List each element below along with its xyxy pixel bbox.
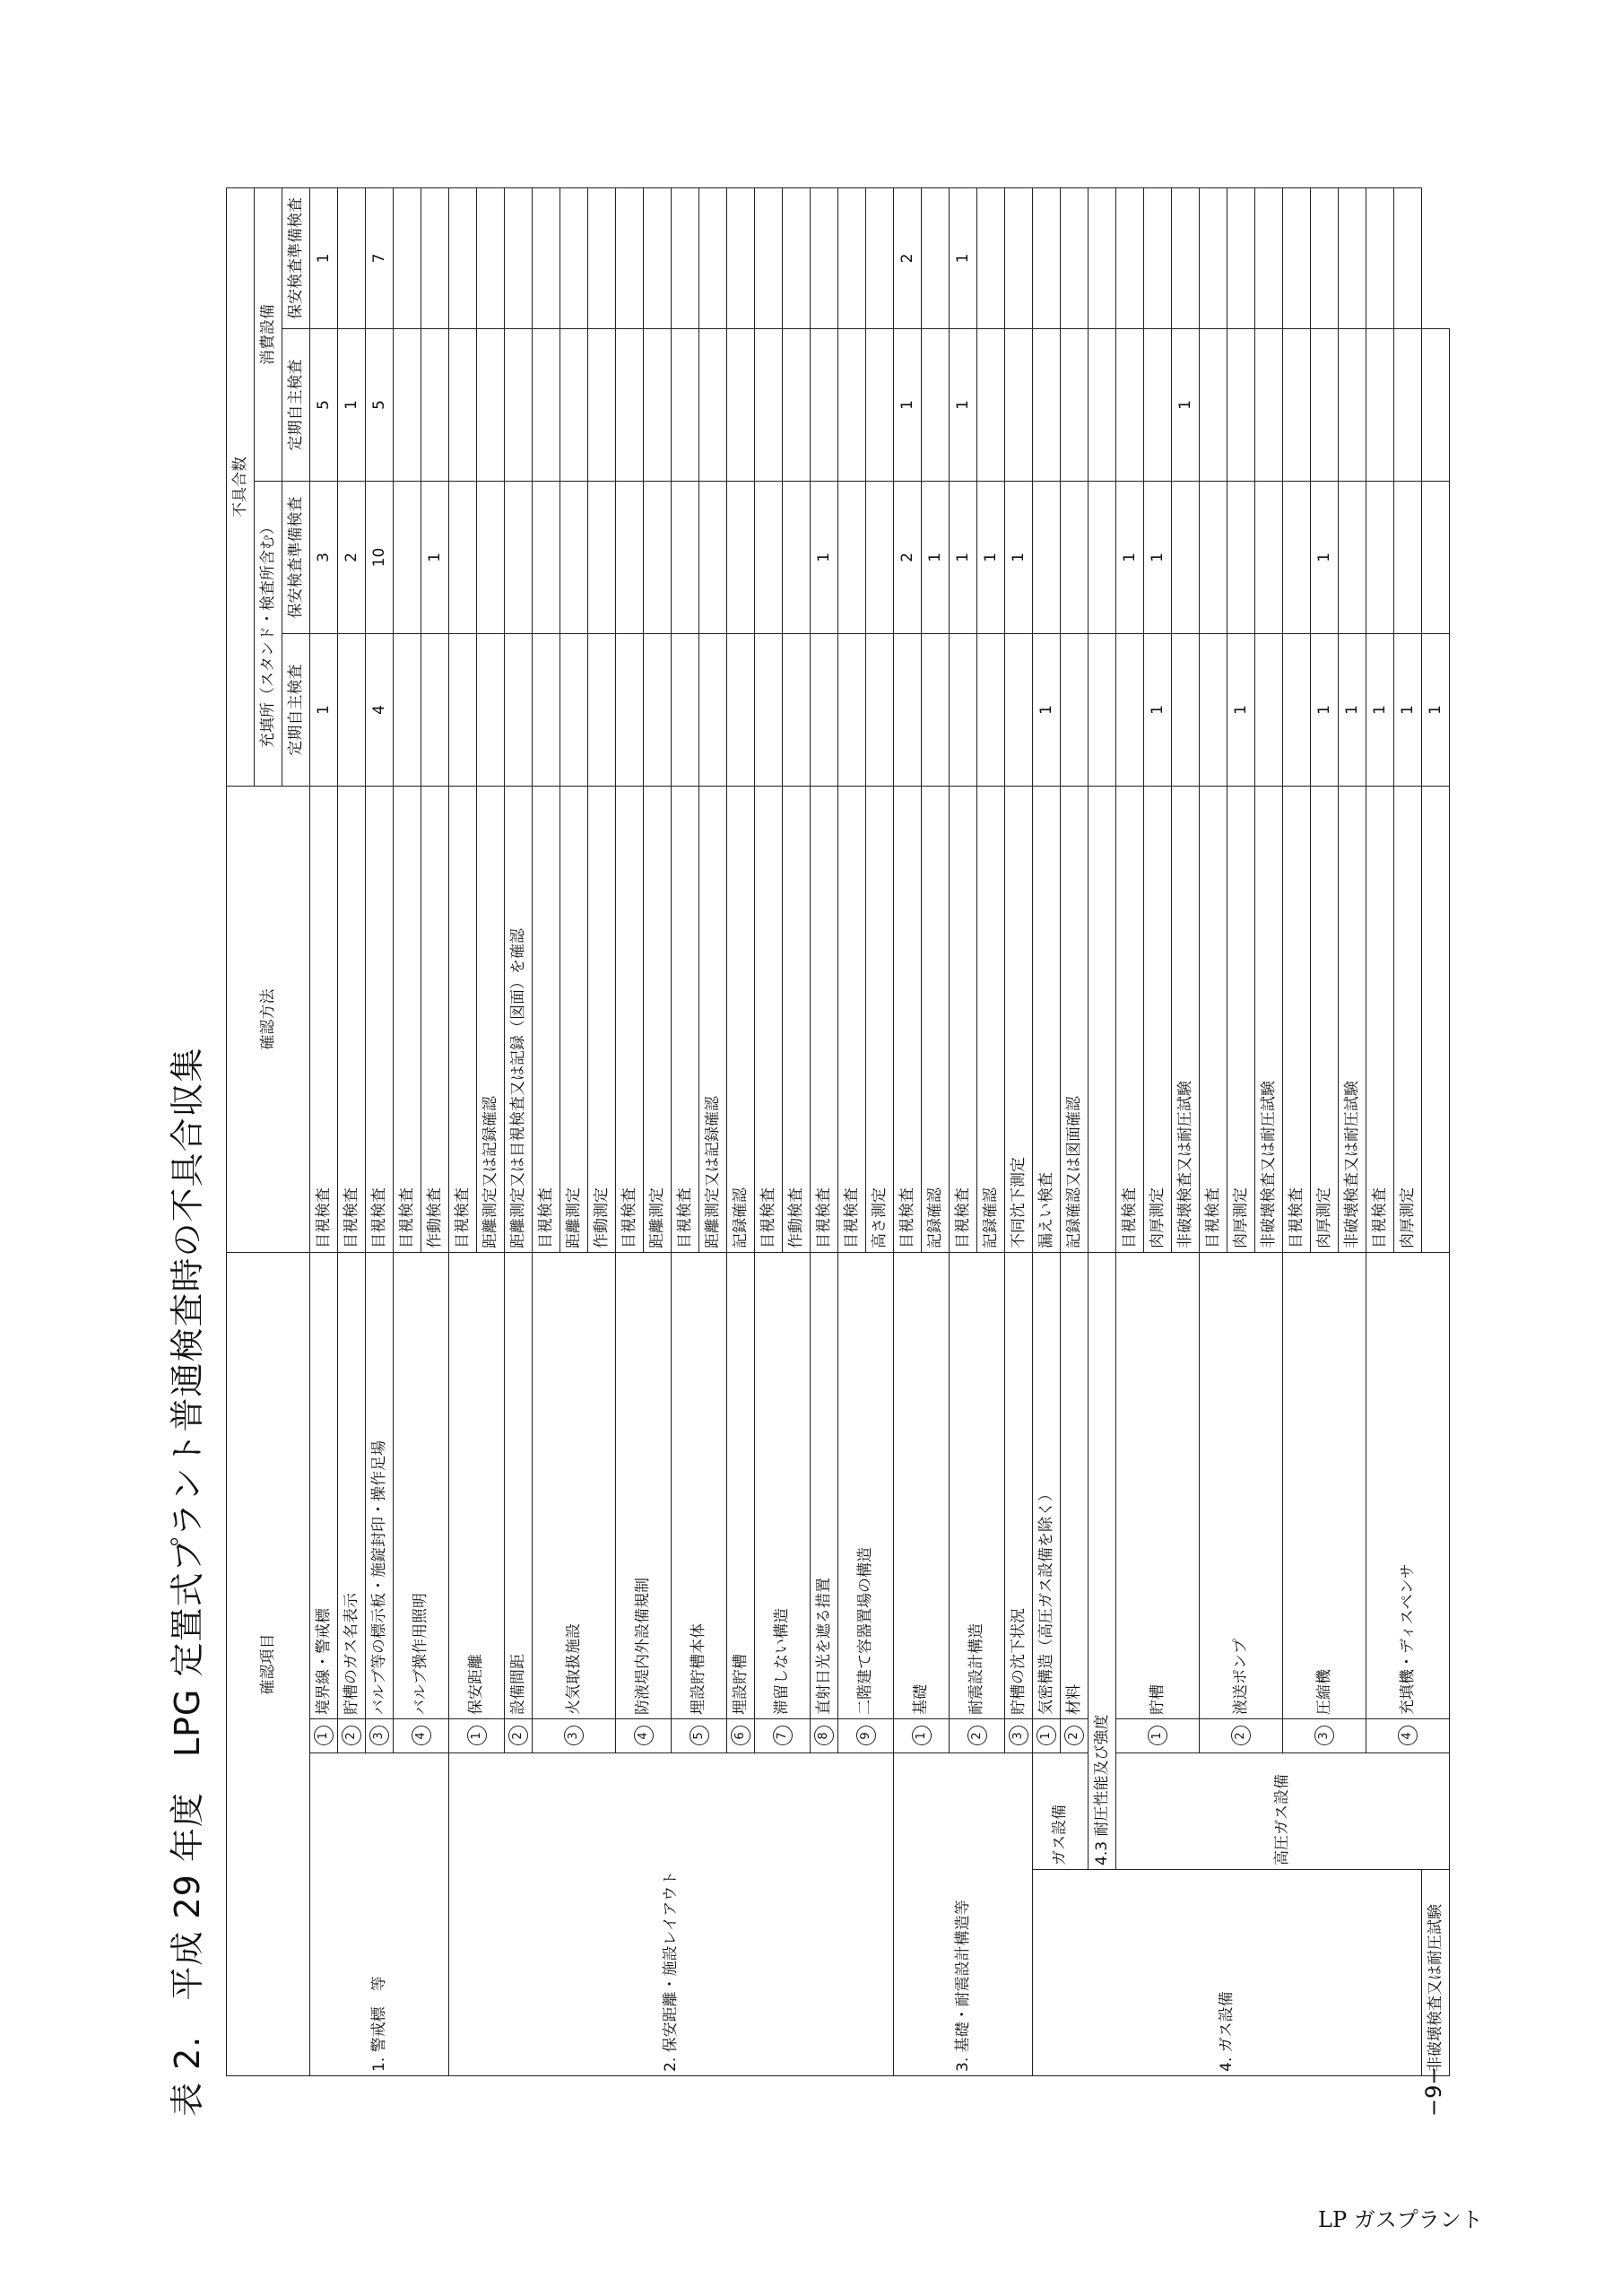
defect-count [1200, 329, 1227, 482]
defect-count: 1 [1311, 634, 1339, 787]
item-number: 2 [950, 1719, 1005, 1753]
defect-count [672, 634, 699, 787]
defect-count [394, 329, 421, 482]
defect-count [421, 188, 449, 329]
defect-count: 1 [1172, 329, 1200, 482]
defect-count: 1 [1005, 482, 1033, 634]
defect-count [1339, 482, 1366, 634]
defect-count [616, 634, 644, 787]
defect-count [1033, 329, 1061, 482]
section-label: 2. 保安距離・施設レイアウト [449, 1753, 894, 2076]
defect-count: 5 [310, 329, 338, 482]
footer-right: LP ガスプラント [1318, 2207, 1483, 2232]
page-title: 表 2. 平成 29 年度 LPG 定置式プラント普通検査時の不具合収集 [168, 1047, 207, 2117]
defect-count [1033, 188, 1061, 329]
defect-count [1366, 482, 1394, 634]
defect-count: 1 [1394, 634, 1422, 787]
defect-count [1200, 634, 1227, 787]
method-cell: 目視検査 [811, 787, 838, 1253]
defect-count [338, 634, 366, 787]
defect-count [616, 482, 644, 634]
defect-count [699, 634, 727, 787]
defect-count: 1 [922, 482, 950, 634]
defect-count [394, 188, 421, 329]
defect-count [922, 634, 950, 787]
defect-count [560, 188, 588, 329]
defect-count: 1 [338, 329, 366, 482]
defect-count [421, 634, 449, 787]
defect-count [533, 482, 560, 634]
header-filling: 充填所（スタンド・検査所含む） [255, 482, 282, 787]
defect-count [1172, 188, 1200, 329]
item-number: 1 [449, 1719, 505, 1753]
defect-count [977, 329, 1005, 482]
defect-count [338, 188, 366, 329]
method-cell: 目視検査 [1200, 787, 1227, 1253]
defect-count [1283, 634, 1311, 787]
defect-count [616, 188, 644, 329]
defect-count [1394, 482, 1422, 634]
header-item: 確認項目 [227, 1253, 310, 2076]
method-cell: 非破壊検査又は耐圧試験 [1255, 787, 1283, 1253]
defect-count [672, 188, 699, 329]
defect-count [894, 634, 922, 787]
subsection-label: 高圧ガス設備 [1116, 1753, 1450, 1870]
defect-count [811, 188, 838, 329]
defect-count: 1 [1311, 482, 1339, 634]
defect-count [672, 329, 699, 482]
defect-count [1172, 634, 1200, 787]
defect-count [1366, 329, 1394, 482]
header-consumer-prep: 保安検査準備検査 [282, 188, 310, 329]
defect-count [699, 188, 727, 329]
defect-count: 7 [366, 188, 394, 329]
method-cell: 肉厚測定 [1227, 787, 1255, 1253]
defect-count [922, 329, 950, 482]
method-cell: 目視検査 [616, 787, 644, 1253]
method-cell: 距離測定又は記録確認 [699, 787, 727, 1253]
defect-count [477, 634, 505, 787]
method-cell: 非破壊検査又は耐圧試験 [1422, 1870, 1450, 2076]
defect-count [1144, 329, 1172, 482]
defect-count: 1 [811, 482, 838, 634]
defect-count [1255, 188, 1283, 329]
header-defects: 不具合数 [227, 188, 255, 787]
item-number: 3 [1283, 1719, 1366, 1753]
defect-count [699, 482, 727, 634]
item-label: 埋設貯槽 [727, 1253, 755, 1719]
header-filling-periodic: 定期自主検査 [282, 634, 310, 787]
defect-count [1033, 482, 1061, 634]
defect-count: 1 [310, 634, 338, 787]
item-label: 防液堤内外設備規制 [616, 1253, 672, 1719]
defect-count [950, 634, 977, 787]
defect-count [1422, 787, 1450, 1253]
method-cell: 目視検査 [310, 787, 338, 1253]
defect-count [1005, 329, 1033, 482]
section-label: 4. ガス設備 [1033, 1870, 1422, 2076]
defect-count [977, 634, 1005, 787]
defect-count [644, 634, 672, 787]
defect-count [1255, 482, 1283, 634]
defect-count [1422, 482, 1450, 634]
defect-count [1339, 329, 1366, 482]
defect-count [783, 188, 811, 329]
defect-count [1227, 482, 1255, 634]
defect-count [811, 329, 838, 482]
method-cell: 作動検査 [783, 787, 811, 1253]
method-cell: 目視検査 [366, 787, 394, 1253]
header-consumer-periodic: 定期自主検査 [282, 329, 310, 482]
method-cell: 不同沈下測定 [1005, 787, 1033, 1253]
defect-count [505, 482, 533, 634]
defect-count: 10 [366, 482, 394, 634]
item-number: 1 [1033, 1719, 1061, 1753]
item-number: 3 [366, 1719, 394, 1753]
item-label: 気密構造（高圧ガス設備を除く） [1033, 1253, 1061, 1719]
defect-count [505, 329, 533, 482]
item-number: 3 [533, 1719, 616, 1753]
defect-count [783, 634, 811, 787]
item-number: 4 [394, 1719, 449, 1753]
item-label: 圧縮機 [1283, 1253, 1366, 1719]
method-cell: 漏えい検査 [1033, 787, 1061, 1253]
defect-count: 1 [894, 329, 922, 482]
defect-count: 2 [894, 482, 922, 634]
defect-count [1283, 329, 1311, 482]
item-number: 1 [1116, 1719, 1200, 1753]
defect-count [922, 188, 950, 329]
defect-count: 1 [421, 482, 449, 634]
section-label: 1. 警戒標 等 [310, 1753, 449, 2076]
defect-count [755, 188, 783, 329]
method-cell: 肉厚測定 [1394, 787, 1422, 1253]
table-row [310, 188, 338, 2076]
defect-count [588, 634, 616, 787]
item-label: 液送ポンプ [1200, 1253, 1283, 1719]
item-number: 2 [505, 1719, 533, 1753]
method-cell: 作動測定 [588, 787, 616, 1253]
page-number: −9− [1421, 2066, 1446, 2117]
method-cell: 距離測定又は目視検査又は記録（図面）を確認 [505, 787, 533, 1253]
defect-count [1061, 634, 1089, 787]
defect-count: 2 [338, 482, 366, 634]
item-label: バルブ操作用照明 [394, 1253, 449, 1719]
method-cell: 記録確認 [727, 787, 755, 1253]
method-cell: 記録確認 [977, 787, 1005, 1253]
header-filling-prep: 保安検査準備検査 [282, 482, 310, 634]
item-number: 2 [1061, 1719, 1089, 1753]
method-cell: 目視検査 [755, 787, 783, 1253]
method-cell: 目視検査 [394, 787, 421, 1253]
method-cell: 肉厚測定 [1311, 787, 1339, 1253]
item-label: 境界線・警戒標 [310, 1253, 338, 1719]
item-number: 6 [727, 1719, 755, 1753]
defect-count [755, 634, 783, 787]
defect-count [1422, 329, 1450, 482]
item-number: 4 [616, 1719, 672, 1753]
method-cell: 距離測定又は記録確認 [477, 787, 505, 1253]
defect-count [783, 482, 811, 634]
item-label: 保安距離 [449, 1253, 505, 1719]
defect-count [1144, 188, 1172, 329]
item-number: 2 [338, 1719, 366, 1753]
method-cell: 目視検査 [1366, 787, 1394, 1253]
item-number: 7 [755, 1719, 811, 1753]
defect-count [644, 482, 672, 634]
item-number: 1 [894, 1719, 950, 1753]
defect-count [838, 329, 866, 482]
item-label: 貯槽 [1116, 1253, 1200, 1719]
defect-count [866, 188, 894, 329]
defect-count: 4 [366, 634, 394, 787]
defect-count [1200, 482, 1227, 634]
defect-count [644, 329, 672, 482]
item-label: 基礎 [894, 1253, 950, 1719]
subsection-label: 4.3 耐圧性能及び強度 [1089, 1253, 1116, 1870]
defect-count: 1 [950, 329, 977, 482]
defect-count [1283, 482, 1311, 634]
defect-count [560, 329, 588, 482]
item-label: 埋設貯槽本体 [672, 1253, 727, 1719]
defect-count [755, 329, 783, 482]
method-cell: 目視検査 [950, 787, 977, 1253]
defect-count [477, 329, 505, 482]
defect-count [866, 482, 894, 634]
defect-count [394, 482, 421, 634]
defect-count [533, 188, 560, 329]
method-cell: 距離測定 [644, 787, 672, 1253]
item-label: 二階建て容器置場の構造 [838, 1253, 894, 1719]
method-cell: 目視検査 [672, 787, 699, 1253]
defect-count [533, 329, 560, 482]
defect-count [783, 329, 811, 482]
defect-count [811, 634, 838, 787]
defect-count [1339, 188, 1366, 329]
defect-count [866, 634, 894, 787]
defect-count [699, 329, 727, 482]
item-label: 貯槽の沈下状況 [1005, 1253, 1033, 1719]
method-cell: 目視検査 [1283, 787, 1311, 1253]
defect-count [1311, 188, 1339, 329]
header-consumer: 消費設備 [255, 188, 282, 482]
item-label: 貯槽のガス名表示 [338, 1253, 366, 1719]
defect-count [449, 482, 477, 634]
method-cell: 非破壊検査又は耐圧試験 [1172, 787, 1200, 1253]
defect-count: 5 [366, 329, 394, 482]
defect-count [505, 188, 533, 329]
item-number: 2 [1200, 1719, 1283, 1753]
item-number: 9 [838, 1719, 894, 1753]
defect-count: 1 [1144, 634, 1172, 787]
section-label: 3. 基礎・耐震設計構造等 [894, 1753, 1033, 2076]
table-row [449, 188, 477, 2076]
item-label: 設備間距 [505, 1253, 533, 1719]
defect-count [1172, 482, 1200, 634]
defect-count [1227, 188, 1255, 329]
defect-count: 1 [1116, 482, 1144, 634]
method-cell: 目視検査 [533, 787, 560, 1253]
method-cell: 非破壊検査又は耐圧試験 [1339, 787, 1366, 1253]
defect-count [977, 188, 1005, 329]
item-label: 直射日光を遮る措置 [811, 1253, 838, 1719]
defect-count [505, 634, 533, 787]
defect-count [477, 188, 505, 329]
method-cell: 記録確認 [922, 787, 950, 1253]
defect-count [838, 188, 866, 329]
item-number: 8 [811, 1719, 838, 1753]
defect-count [1116, 329, 1144, 482]
defect-count [727, 329, 755, 482]
item-number: 5 [672, 1719, 727, 1753]
defect-count [616, 329, 644, 482]
method-cell: 肉厚測定 [1144, 787, 1172, 1253]
item-number: 4 [1366, 1719, 1450, 1753]
defect-count [588, 329, 616, 482]
defect-count [1311, 329, 1339, 482]
defect-count [1116, 634, 1144, 787]
defect-count [838, 482, 866, 634]
defect-count: 2 [894, 188, 922, 329]
defect-count [1061, 188, 1089, 329]
defect-count [838, 634, 866, 787]
method-cell: 距離測定 [560, 787, 588, 1253]
table-row [894, 188, 922, 2076]
defect-count [1394, 329, 1422, 482]
defect-count [1394, 188, 1422, 329]
defect-count: 1 [1422, 634, 1450, 787]
method-cell: 記録確認又は図面確認 [1061, 787, 1089, 1253]
defect-count [560, 482, 588, 634]
method-cell: 目視検査 [894, 787, 922, 1253]
defect-count [1005, 188, 1033, 329]
defect-count: 1 [950, 482, 977, 634]
method-cell: 高さ測定 [866, 787, 894, 1253]
method-cell: 目視検査 [338, 787, 366, 1253]
defect-count [1255, 634, 1283, 787]
item-label: 充填機・ディスペンサ [1366, 1253, 1450, 1719]
defect-count [727, 188, 755, 329]
defect-count [533, 634, 560, 787]
item-number: 3 [1005, 1719, 1033, 1753]
defect-count [644, 188, 672, 329]
item-label: バルブ等の標示板・施錠封印・操作足場 [366, 1253, 394, 1719]
item-label: 材料 [1061, 1253, 1089, 1719]
item-number: 1 [310, 1719, 338, 1753]
defect-count [755, 482, 783, 634]
defect-count: 1 [950, 188, 977, 329]
defect-count: 1 [310, 188, 338, 329]
defect-count [1283, 188, 1311, 329]
method-cell: 作動検査 [421, 787, 449, 1253]
defect-count [588, 188, 616, 329]
defect-table [226, 187, 1450, 2076]
defect-count [394, 634, 421, 787]
defect-count [588, 482, 616, 634]
defect-count: 1 [1033, 634, 1061, 787]
subsection-label: ガス設備 [1033, 1753, 1089, 1870]
defect-count: 1 [1339, 634, 1366, 787]
item-label: 耐震設計構造 [950, 1253, 1005, 1719]
defect-count [727, 482, 755, 634]
item-label: 火気取扱施設 [533, 1253, 616, 1719]
defect-count [1005, 634, 1033, 787]
table-row [1033, 188, 1061, 2076]
defect-count [1200, 188, 1227, 329]
defect-count [866, 329, 894, 482]
defect-count: 3 [310, 482, 338, 634]
defect-count: 1 [1144, 482, 1172, 634]
defect-count [449, 329, 477, 482]
method-cell: 目視検査 [449, 787, 477, 1253]
defect-count: 1 [1366, 634, 1394, 787]
defect-count [449, 634, 477, 787]
item-label: 滞留しない構造 [755, 1253, 811, 1719]
defect-count: 1 [977, 482, 1005, 634]
defect-count [1227, 329, 1255, 482]
method-cell: 目視検査 [838, 787, 866, 1253]
defect-count [727, 634, 755, 787]
defect-count [1116, 188, 1144, 329]
defect-count [449, 188, 477, 329]
defect-count [672, 482, 699, 634]
defect-count [421, 329, 449, 482]
defect-count [477, 482, 505, 634]
defect-count [1366, 188, 1394, 329]
defect-count [1061, 329, 1089, 482]
defect-count [1255, 329, 1283, 482]
table-row [1116, 188, 1144, 2076]
header-method: 確認方法 [227, 787, 310, 1253]
defect-count [560, 634, 588, 787]
defect-count: 1 [1227, 634, 1255, 787]
method-cell: 目視検査 [1116, 787, 1144, 1253]
defect-count [1061, 482, 1089, 634]
